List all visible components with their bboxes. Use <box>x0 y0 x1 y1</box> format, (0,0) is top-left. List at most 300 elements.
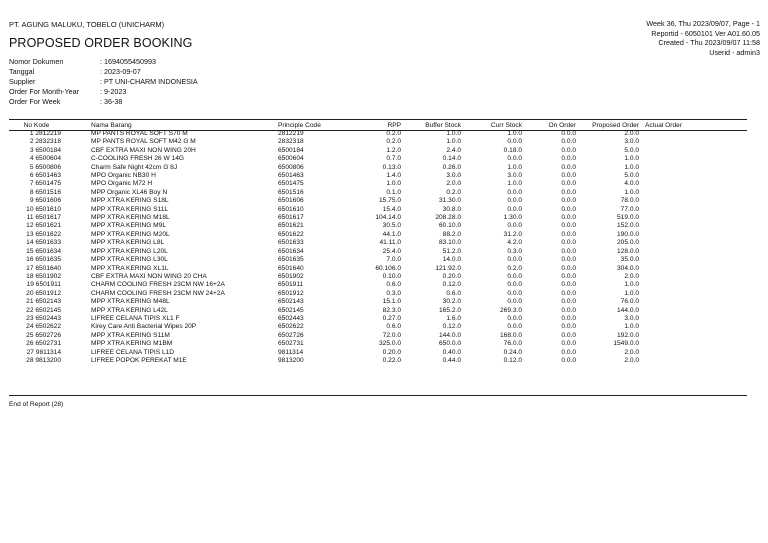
cell-principle-code: 6501606 <box>278 197 304 205</box>
cell-actual-order <box>639 180 747 188</box>
cell-buffer-stock: 3.0.0 <box>446 172 461 180</box>
table-row <box>9 357 747 365</box>
meta-label: Tanggal <box>9 67 35 76</box>
cell-actual-order <box>639 155 747 163</box>
cell-nama-barang: MPP XTRA KERING L8L <box>91 239 165 247</box>
cell-proposed-order: 1.0.0 <box>624 188 639 196</box>
cell-on-order: 0.0.0 <box>561 188 576 196</box>
cell-proposed-order: 519.0.0 <box>617 214 639 222</box>
col-nama-barang: Nama Barang <box>91 121 132 129</box>
table-row <box>9 138 747 146</box>
meta-label: Order For Month-Year <box>9 87 80 96</box>
cell-no-kode: 19 6501911 <box>26 281 61 289</box>
cell-on-order: 0.0.0 <box>561 180 576 188</box>
cell-rpp: 0.13.0 <box>382 163 401 171</box>
table-row <box>9 315 747 323</box>
cell-nama-barang: MPP Organic XL46 Boy N <box>91 188 168 196</box>
table-body <box>9 130 747 365</box>
cell-curr-stock: 0.0.0 <box>507 272 522 280</box>
cell-nama-barang: CHARM COOLING FRESH 23CM NW 16+2A <box>91 281 225 289</box>
cell-principle-code: 9813200 <box>278 356 304 364</box>
cell-on-order: 0.0.0 <box>561 314 576 322</box>
cell-nama-barang: LIFREE POPOK PEREKAT M1E <box>91 356 187 364</box>
cell-actual-order <box>639 172 747 180</box>
cell-no-kode: 10 6501610 <box>26 205 61 213</box>
cell-on-order: 0.0.0 <box>561 205 576 213</box>
cell-nama-barang: MP PANTS ROYAL SOFT S70 M <box>91 130 188 137</box>
cell-curr-stock: 269.3.0 <box>500 306 522 314</box>
cell-proposed-order: 205.0.0 <box>617 239 639 247</box>
cell-nama-barang: MPP XTRA KERING S18L <box>91 197 169 205</box>
col-principle-code: Principle Code <box>278 121 321 129</box>
report-user-line: Userid - admin3 <box>709 47 760 57</box>
cell-nama-barang: MPP XTRA KERING L20L <box>91 247 168 255</box>
cell-on-order: 0.0.0 <box>561 172 576 180</box>
cell-no-kode: 12 6501621 <box>26 222 61 230</box>
cell-buffer-stock: 2.4.0 <box>446 146 461 154</box>
table-row <box>9 206 747 214</box>
cell-proposed-order: 2.0.0 <box>624 348 639 356</box>
cell-actual-order <box>639 349 747 357</box>
cell-no-kode: 23 6502443 <box>26 314 61 322</box>
cell-principle-code: 6501475 <box>278 180 304 188</box>
cell-rpp: 15.1.0 <box>382 298 401 306</box>
table-row <box>9 323 747 331</box>
cell-nama-barang: MPP XTRA KERING L30L <box>91 256 168 264</box>
cell-principle-code: 6501610 <box>278 205 304 213</box>
col-proposed-order: Proposed Order <box>592 121 639 129</box>
cell-proposed-order: 144.0.0 <box>617 306 639 314</box>
cell-no-kode: 27 9811314 <box>26 348 61 356</box>
cell-rpp: 15.4.0 <box>382 205 401 213</box>
cell-actual-order <box>639 231 747 239</box>
cell-no-kode: 6 6501463 <box>29 172 61 180</box>
col-buffer-stock: Buffer Stock <box>425 121 461 129</box>
cell-proposed-order: 1.0.0 <box>624 155 639 163</box>
cell-buffer-stock: 0.20.0 <box>442 272 461 280</box>
table-row <box>9 180 747 188</box>
cell-no-kode: 11 6501617 <box>26 214 61 222</box>
cell-curr-stock: 0.0.0 <box>507 256 522 264</box>
cell-on-order: 0.0.0 <box>561 222 576 230</box>
cell-on-order: 0.0.0 <box>561 356 576 364</box>
cell-rpp: 0.3.0 <box>386 289 401 297</box>
cell-on-order: 0.0.0 <box>561 256 576 264</box>
cell-principle-code: 6502145 <box>278 306 304 314</box>
meta-row <box>9 67 198 77</box>
cell-curr-stock: 0.12.0 <box>503 356 522 364</box>
cell-proposed-order: 190.0.0 <box>617 230 639 238</box>
cell-curr-stock: 0.0.0 <box>507 289 522 297</box>
cell-curr-stock: 1.0.0 <box>507 180 522 188</box>
cell-curr-stock: 0.0.0 <box>507 188 522 196</box>
meta-row <box>9 97 198 107</box>
cell-principle-code: 6501617 <box>278 214 304 222</box>
table-row <box>9 155 747 163</box>
cell-no-kode: 20 6501912 <box>26 289 61 297</box>
cell-curr-stock: 0.3.0 <box>507 247 522 255</box>
cell-rpp: 0.27.0 <box>382 314 401 322</box>
cell-no-kode: 3 6500184 <box>29 146 61 154</box>
cell-proposed-order: 2.0.0 <box>624 356 639 364</box>
cell-curr-stock: 3.0.0 <box>507 172 522 180</box>
cell-no-kode: 13 6501622 <box>26 230 61 238</box>
table-row <box>9 164 747 172</box>
cell-nama-barang: LIFREE CELANA TIPIS XL1 F <box>91 314 180 322</box>
cell-principle-code: 6501912 <box>278 289 304 297</box>
cell-curr-stock: 0.0.0 <box>507 281 522 289</box>
cell-curr-stock: 1.0.0 <box>507 130 522 137</box>
cell-actual-order <box>639 273 747 281</box>
order-table <box>9 120 747 365</box>
cell-no-kode: 8 6501516 <box>29 188 61 196</box>
cell-no-kode: 2 2832318 <box>29 138 61 146</box>
cell-buffer-stock: 165.2.0 <box>439 306 461 314</box>
cell-actual-order <box>639 239 747 247</box>
cell-buffer-stock: 83.10.0 <box>439 239 461 247</box>
cell-buffer-stock: 0.40.0 <box>442 348 461 356</box>
cell-buffer-stock: 60.10.0 <box>439 222 461 230</box>
cell-proposed-order: 192.0.0 <box>617 331 639 339</box>
cell-rpp: 0.20.0 <box>382 348 401 356</box>
cell-curr-stock: 0.18.0 <box>503 146 522 154</box>
cell-proposed-order: 1549.0.0 <box>613 340 639 348</box>
col-actual-order: Actual Order <box>645 121 683 129</box>
report-id-line: Reportid - 6050101 Ver A01.60.05 <box>651 28 760 38</box>
cell-actual-order <box>639 281 747 289</box>
cell-on-order: 0.0.0 <box>561 138 576 146</box>
cell-nama-barang: MP PANTS ROYAL SOFT M42 G M <box>91 138 196 146</box>
cell-nama-barang: MPO Organic M72 H <box>91 180 153 188</box>
cell-on-order: 0.0.0 <box>561 323 576 331</box>
meta-value: : 9-2023 <box>100 87 127 96</box>
cell-nama-barang: MPP XTRA KERING M9L <box>91 222 166 230</box>
cell-on-order: 0.0.0 <box>561 247 576 255</box>
cell-actual-order <box>639 197 747 205</box>
table-header-row <box>9 120 747 130</box>
cell-no-kode: 9 6501606 <box>29 197 61 205</box>
table-row <box>9 130 747 138</box>
cell-no-kode: 24 6502622 <box>26 323 61 331</box>
table-row <box>9 239 747 247</box>
cell-principle-code: 6501463 <box>278 172 304 180</box>
cell-proposed-order: 1.0.0 <box>624 323 639 331</box>
cell-actual-order <box>639 147 747 155</box>
cell-actual-order <box>639 130 747 138</box>
cell-no-kode: 15 6501634 <box>26 247 61 255</box>
cell-rpp: 82.3.0 <box>382 306 401 314</box>
meta-row <box>9 87 198 97</box>
cell-curr-stock: 0.0.0 <box>507 205 522 213</box>
cell-principle-code: 2832318 <box>278 138 304 146</box>
cell-rpp: 44.1.0 <box>382 230 401 238</box>
cell-on-order: 0.0.0 <box>561 155 576 163</box>
cell-proposed-order: 1.0.0 <box>624 163 639 171</box>
cell-actual-order <box>639 357 747 365</box>
cell-buffer-stock: 30.2.0 <box>442 298 461 306</box>
cell-principle-code: 6500806 <box>278 163 304 171</box>
table-row <box>9 256 747 264</box>
cell-no-kode: 14 6501633 <box>26 239 61 247</box>
cell-principle-code: 6501635 <box>278 256 304 264</box>
cell-buffer-stock: 1.0.0 <box>446 138 461 146</box>
cell-buffer-stock: 121.92.0 <box>435 264 461 272</box>
report-created-line: Created - Thu 2023/09/07 11:58 <box>658 38 760 48</box>
col-rpp: RPP <box>387 121 401 129</box>
cell-nama-barang: MPO Organic NB30 H <box>91 172 156 180</box>
cell-buffer-stock: 1.0.0 <box>446 130 461 137</box>
table-row <box>9 172 747 180</box>
cell-rpp: 25.4.0 <box>382 247 401 255</box>
cell-nama-barang: MPP XTRA KERING M48L <box>91 298 170 306</box>
meta-label: Order For Week <box>9 97 61 106</box>
cell-principle-code: 6502731 <box>278 340 304 348</box>
col-on-order: On Order <box>548 121 576 129</box>
meta-row <box>9 77 198 87</box>
cell-rpp: 1.0.0 <box>386 180 401 188</box>
cell-nama-barang: MPP XTRA KERING L42L <box>91 306 168 314</box>
cell-principle-code: 9811314 <box>278 348 304 356</box>
cell-principle-code: 6500604 <box>278 155 304 163</box>
cell-rpp: 325.0.0 <box>379 340 401 348</box>
cell-nama-barang: MPP XTRA KERING S11L <box>91 205 169 213</box>
cell-actual-order <box>639 323 747 331</box>
cell-nama-barang: MPP XTRA KERING M20L <box>91 230 170 238</box>
cell-curr-stock: 0.24.0 <box>503 348 522 356</box>
cell-buffer-stock: 0.12.0 <box>442 323 461 331</box>
table-row <box>9 290 747 298</box>
table-row <box>9 281 747 289</box>
cell-proposed-order: 1.0.0 <box>624 281 639 289</box>
cell-rpp: 60.106.0 <box>375 264 401 272</box>
cell-on-order: 0.0.0 <box>561 340 576 348</box>
cell-rpp: 0.22.0 <box>382 356 401 364</box>
cell-curr-stock: 31.2.0 <box>503 230 522 238</box>
cell-buffer-stock: 30.8.0 <box>442 205 461 213</box>
cell-no-kode: 18 6501902 <box>26 272 61 280</box>
col-no-kode: No Kode <box>23 121 50 129</box>
cell-buffer-stock: 208.28.0 <box>435 214 461 222</box>
cell-nama-barang: MPP XTRA KERING M1BM <box>91 340 173 348</box>
cell-proposed-order: 1.0.0 <box>624 289 639 297</box>
meta-value: : 36-38 <box>100 97 123 106</box>
cell-buffer-stock: 650.0.0 <box>439 340 461 348</box>
meta-value: : 2023-09-07 <box>100 67 141 76</box>
cell-principle-code: 6501516 <box>278 188 304 196</box>
cell-on-order: 0.0.0 <box>561 197 576 205</box>
table-row <box>9 307 747 315</box>
cell-proposed-order: 2.0.0 <box>624 130 639 137</box>
cell-on-order: 0.0.0 <box>561 281 576 289</box>
cell-on-order: 0.0.0 <box>561 239 576 247</box>
table-end-rule <box>9 395 747 396</box>
cell-proposed-order: 152.0.0 <box>617 222 639 230</box>
col-curr-stock: Curr Stock <box>490 121 522 129</box>
cell-no-kode: 1 2812219 <box>29 130 61 137</box>
cell-rpp: 1.4.0 <box>386 172 401 180</box>
table-row <box>9 298 747 306</box>
cell-principle-code: 6501622 <box>278 230 304 238</box>
cell-proposed-order: 3.0.0 <box>624 138 639 146</box>
cell-rpp: 104.14.0 <box>375 214 401 222</box>
cell-no-kode: 17 6501640 <box>26 264 61 272</box>
cell-proposed-order: 4.0.0 <box>624 180 639 188</box>
cell-actual-order <box>639 290 747 298</box>
meta-value: : 1694055450993 <box>100 57 156 66</box>
table-row <box>9 222 747 230</box>
cell-buffer-stock: 0.44.0 <box>442 356 461 364</box>
cell-on-order: 0.0.0 <box>561 289 576 297</box>
cell-no-kode: 5 6500806 <box>29 163 61 171</box>
cell-principle-code: 6501902 <box>278 272 304 280</box>
cell-no-kode: 7 6501475 <box>29 180 61 188</box>
cell-nama-barang: LIFREE CELANA TIPIS L1D <box>91 348 175 356</box>
cell-rpp: 41.11.0 <box>379 239 401 247</box>
cell-no-kode: 28 9813200 <box>26 356 61 364</box>
cell-proposed-order: 5.0.0 <box>624 172 639 180</box>
cell-buffer-stock: 88.2.0 <box>442 230 461 238</box>
cell-curr-stock: 0.0.0 <box>507 138 522 146</box>
cell-no-kode: 4 6500604 <box>29 155 61 163</box>
cell-nama-barang: MPP XTRA KERING XL1L <box>91 264 169 272</box>
cell-on-order: 0.0.0 <box>561 264 576 272</box>
cell-curr-stock: 0.0.0 <box>507 155 522 163</box>
cell-no-kode: 21 6502143 <box>26 298 61 306</box>
cell-proposed-order: 35.0.0 <box>620 256 639 264</box>
cell-nama-barang: CBF EXTRA MAXI NON WING 20H <box>91 146 196 154</box>
cell-buffer-stock: 0.6.0 <box>446 289 461 297</box>
table-row <box>9 197 747 205</box>
end-of-report: End of Report (28) <box>9 401 64 408</box>
cell-rpp: 30.5.0 <box>382 222 401 230</box>
cell-nama-barang: CHARM COOLING FRESH 23CM NW 24+2A <box>91 289 225 297</box>
cell-actual-order <box>639 256 747 264</box>
cell-rpp: 7.0.0 <box>386 256 401 264</box>
cell-nama-barang: MPP XTRA KERING M18L <box>91 214 170 222</box>
cell-rpp: 0.2.0 <box>386 130 401 137</box>
cell-buffer-stock: 0.26.0 <box>442 163 461 171</box>
cell-rpp: 0.7.0 <box>386 155 401 163</box>
cell-nama-barang: MPP XTRA KERING S11M <box>91 331 170 339</box>
document-meta <box>9 57 198 107</box>
cell-rpp: 0.2.0 <box>386 138 401 146</box>
table-row <box>9 248 747 256</box>
cell-curr-stock: 4.2.0 <box>507 239 522 247</box>
cell-on-order: 0.0.0 <box>561 348 576 356</box>
cell-principle-code: 6501911 <box>278 281 304 289</box>
cell-curr-stock: 0.0.0 <box>507 314 522 322</box>
cell-curr-stock: 0.0.0 <box>507 298 522 306</box>
company-name: PT. AGUNG MALUKU, TOBELO (UNICHARM) <box>9 20 165 29</box>
cell-proposed-order: 78.0.0 <box>620 197 639 205</box>
cell-actual-order <box>639 340 747 348</box>
cell-actual-order <box>639 298 747 306</box>
cell-principle-code: 2812219 <box>278 130 304 137</box>
cell-nama-barang: CBF EXTRA MAXI NON WING 20 CHA <box>91 272 207 280</box>
cell-buffer-stock: 2.0.0 <box>446 180 461 188</box>
cell-principle-code: 6502143 <box>278 298 304 306</box>
cell-principle-code: 6501621 <box>278 222 304 230</box>
meta-value: : PT UNI-CHARM INDONESIA <box>100 77 198 86</box>
cell-principle-code: 6500184 <box>278 146 304 154</box>
cell-on-order: 0.0.0 <box>561 214 576 222</box>
cell-rpp: 15.75.0 <box>379 197 401 205</box>
cell-proposed-order: 77.0.0 <box>620 205 639 213</box>
cell-proposed-order: 128.0.0 <box>617 247 639 255</box>
cell-principle-code: 6502726 <box>278 331 304 339</box>
table-row <box>9 231 747 239</box>
cell-curr-stock: 1.0.0 <box>507 163 522 171</box>
cell-actual-order <box>639 222 747 230</box>
cell-actual-order <box>639 206 747 214</box>
table-row <box>9 147 747 155</box>
cell-proposed-order: 76.0.0 <box>620 298 639 306</box>
cell-actual-order <box>639 248 747 256</box>
cell-nama-barang: Charm Safe Night 42cm G 8J <box>91 163 178 171</box>
cell-no-kode: 26 6502731 <box>26 340 61 348</box>
cell-on-order: 0.0.0 <box>561 272 576 280</box>
cell-principle-code: 6502443 <box>278 314 304 322</box>
cell-actual-order <box>639 332 747 340</box>
cell-curr-stock: 0.0.0 <box>507 197 522 205</box>
table-row <box>9 332 747 340</box>
cell-actual-order <box>639 164 747 172</box>
cell-rpp: 0.1.0 <box>386 188 401 196</box>
cell-actual-order <box>639 138 747 146</box>
cell-actual-order <box>639 315 747 323</box>
cell-no-kode: 25 6502726 <box>26 331 61 339</box>
cell-rpp: 0.6.0 <box>386 323 401 331</box>
cell-actual-order <box>639 214 747 222</box>
cell-buffer-stock: 0.2.0 <box>446 188 461 196</box>
cell-principle-code: 6502622 <box>278 323 304 331</box>
cell-on-order: 0.0.0 <box>561 306 576 314</box>
table-row <box>9 273 747 281</box>
cell-actual-order <box>639 265 747 273</box>
cell-curr-stock: 0.0.0 <box>507 323 522 331</box>
cell-principle-code: 6501633 <box>278 239 304 247</box>
cell-buffer-stock: 31.30.0 <box>439 197 461 205</box>
cell-proposed-order: 3.0.0 <box>624 314 639 322</box>
cell-curr-stock: 168.0.0 <box>500 331 522 339</box>
cell-rpp: 1.2.0 <box>386 146 401 154</box>
table-row <box>9 349 747 357</box>
cell-buffer-stock: 0.12.0 <box>442 281 461 289</box>
cell-on-order: 0.0.0 <box>561 298 576 306</box>
cell-curr-stock: 0.0.0 <box>507 222 522 230</box>
meta-row <box>9 57 198 67</box>
cell-buffer-stock: 144.0.0 <box>439 331 461 339</box>
cell-proposed-order: 5.0.0 <box>624 146 639 154</box>
cell-no-kode: 16 6501635 <box>26 256 61 264</box>
cell-nama-barang: C-COOLING FRESH 26 W 14G <box>91 155 185 163</box>
cell-actual-order <box>639 307 747 315</box>
cell-rpp: 0.10.0 <box>382 272 401 280</box>
cell-on-order: 0.0.0 <box>561 163 576 171</box>
report-info <box>646 19 760 57</box>
cell-on-order: 0.0.0 <box>561 230 576 238</box>
meta-label: Supplier <box>9 77 36 86</box>
cell-principle-code: 6501634 <box>278 247 304 255</box>
cell-actual-order <box>639 189 747 197</box>
cell-curr-stock: 1.30.0 <box>503 214 522 222</box>
table-row <box>9 340 747 348</box>
meta-label: Nomor Dokumen <box>9 57 64 66</box>
cell-rpp: 72.0.0 <box>382 331 401 339</box>
table-row <box>9 189 747 197</box>
table-row <box>9 214 747 222</box>
cell-on-order: 0.0.0 <box>561 146 576 154</box>
